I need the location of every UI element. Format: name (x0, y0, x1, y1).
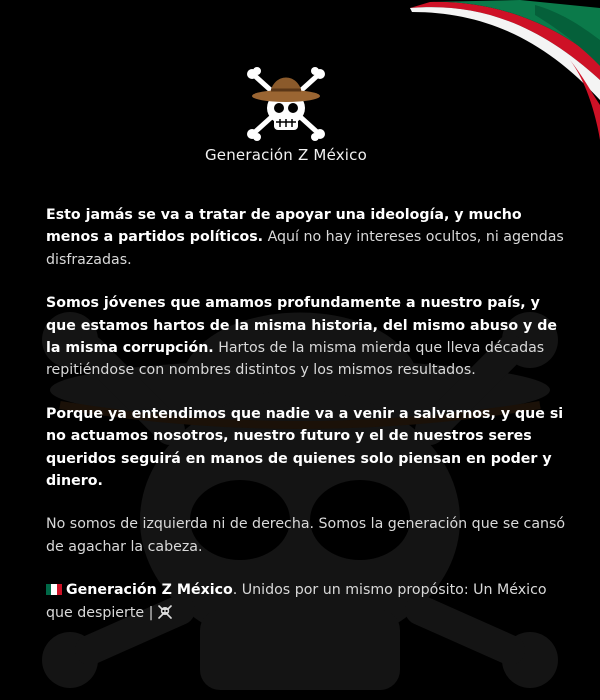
paragraph-1-bold: Esto jamás se va a tratar de apoyar una ideología, y mucho menos a partidos políticos. (46, 207, 522, 246)
paragraph-2-bold: Somos jóvenes que amamos profundamente a nuestro país, y que estamos hartos de la misma historia, del mismo abuso y de la misma corrupción. (46, 295, 557, 357)
paragraph-2 (46, 292, 566, 382)
paragraph-4-text: No somos de izquierda ni de derecha. Somos la generación que se cansó de agachar la cabeza. (46, 516, 566, 555)
closing-text: . Unidos por un mismo propósito: Un México que despierte | (46, 582, 547, 621)
skull-crossbones-icon (157, 605, 173, 619)
closing-bold: Generación Z México (66, 582, 233, 599)
paragraph-1-text: Aquí no hay intereses ocultos, ni agendas disfrazadas. (46, 229, 564, 268)
paragraph-1 (46, 204, 566, 271)
manifesto-text (46, 204, 566, 645)
paragraph-2-text: Hartos de la misma mierda que lleva décadas repitiéndose con nombres distintos y los mismos resultados. (46, 340, 545, 379)
paragraph-3 (46, 403, 566, 493)
organization-name: Generación Z México (204, 146, 368, 164)
straw-hat-skull-logo-icon (243, 66, 329, 144)
closing-paragraph (46, 579, 566, 624)
mexico-flag-ribbon-icon (400, 0, 600, 150)
paragraph-3-bold: Porque ya entendimos que nadie va a venir a salvarnos, y que si no actuamos nosotros, nuestro futuro y el de nuestros seres queridos seguirá en manos de quienes solo piensan en poder y dinero. (46, 405, 564, 490)
paragraph-4 (46, 513, 566, 558)
mexico-flag-icon (46, 580, 62, 591)
